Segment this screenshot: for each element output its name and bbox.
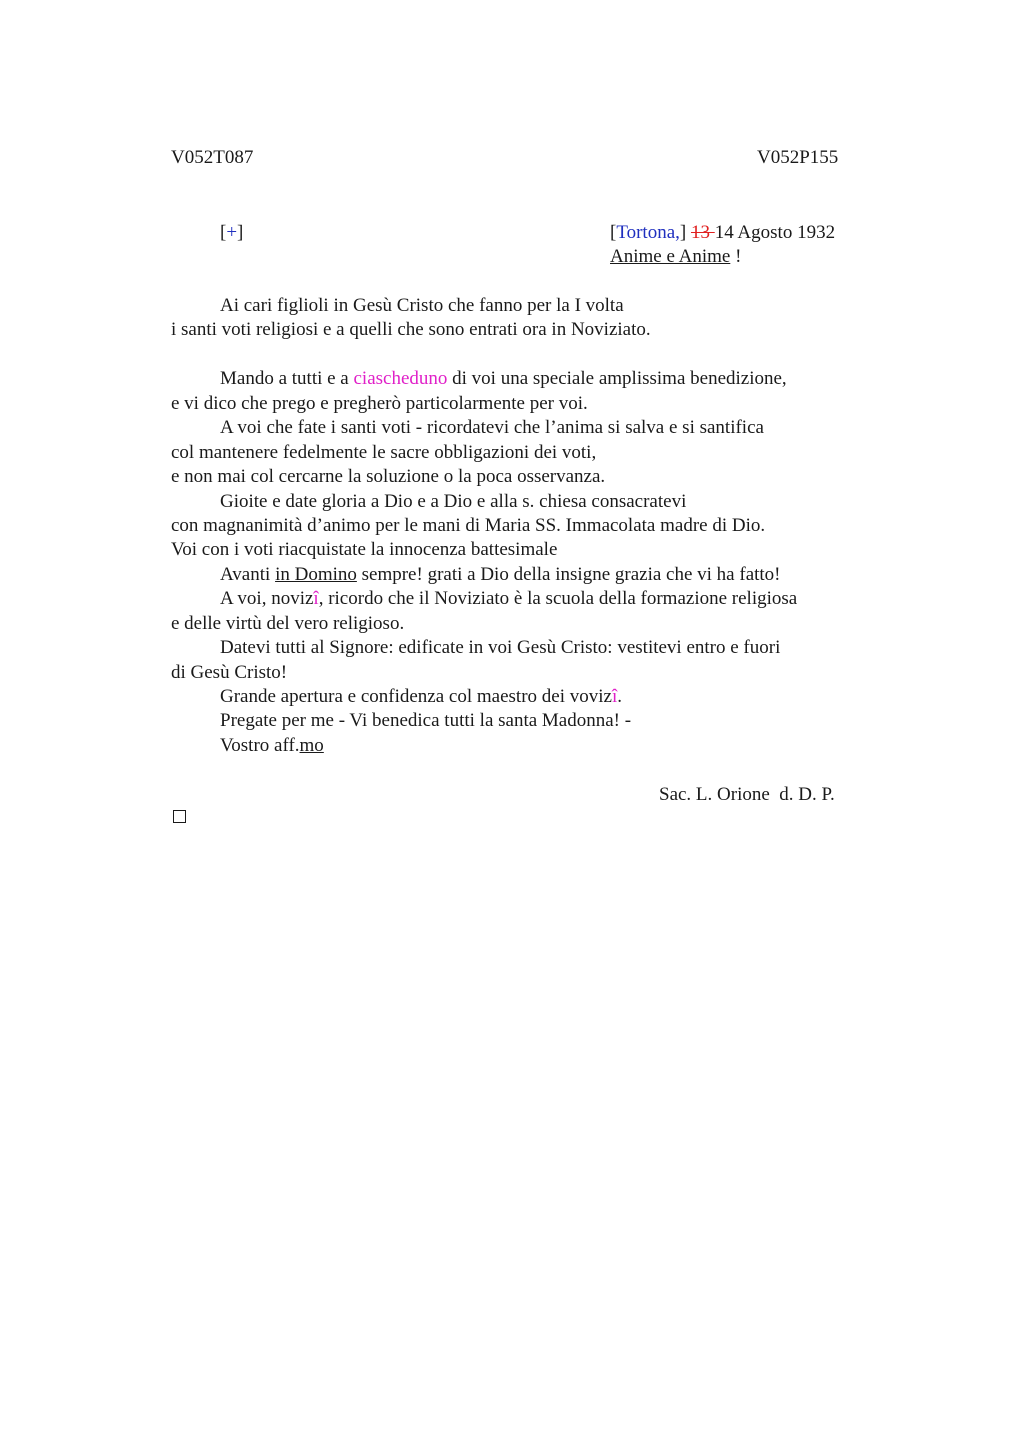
variant-letter: î bbox=[611, 686, 618, 707]
body-line: con magnanimità d’animo per le mani di Maria SS. Immacolata madre di Dio. bbox=[171, 515, 766, 536]
body-line: di Gesù Cristo! bbox=[171, 662, 288, 683]
body-line: Datevi tutti al Signore: edificate in voi Gesù Cristo: vestitevi entro e fuori bbox=[220, 637, 781, 658]
body-line bbox=[220, 587, 797, 611]
text-run: Avanti bbox=[220, 564, 276, 585]
text-run: Vostro aff. bbox=[220, 735, 300, 756]
motto-tail: ! bbox=[730, 246, 742, 267]
body-line: e vi dico che prego e pregherò particolarmente per voi. bbox=[171, 393, 588, 414]
cross-icon: + bbox=[226, 222, 238, 243]
place-date-line bbox=[610, 222, 835, 244]
body-line: A voi che fate i santi voti - ricordatevi che l’anima si salva e si santifica bbox=[220, 417, 764, 438]
checkbox-icon bbox=[173, 810, 186, 823]
body-line bbox=[220, 685, 622, 709]
variant-letter: î bbox=[313, 588, 319, 609]
body-line: col mantenere fedelmente le sacre obbligazioni dei voti, bbox=[171, 442, 597, 463]
text-run: , ricordo che il Noviziato è la scuola della formazione religiosa bbox=[318, 588, 798, 609]
bracket-close: ] bbox=[679, 222, 687, 243]
letter-date: 14 Agosto 1932 bbox=[714, 222, 836, 243]
signature: Sac. L. Orione d. D. P. bbox=[659, 784, 835, 805]
body-line bbox=[220, 563, 781, 587]
text-run: Grande apertura e confidenza col maestro dei voviz bbox=[220, 686, 612, 707]
address-line-2: i santi voti religiosi e a quelli che sono entrati ora in Noviziato. bbox=[171, 319, 651, 340]
text-run: di voi una speciale amplissima benedizione, bbox=[447, 368, 787, 389]
motto: Anime e Anime bbox=[610, 246, 731, 267]
place-name: Tortona, bbox=[616, 222, 680, 243]
page-code-right: V052P155 bbox=[757, 147, 839, 168]
deleted-day: 13 bbox=[690, 222, 715, 243]
bracket-close: ] bbox=[237, 222, 244, 243]
motto-line bbox=[610, 246, 741, 268]
variant-word: ciascheduno bbox=[353, 368, 448, 389]
body-line bbox=[220, 367, 787, 391]
cross-mark bbox=[220, 222, 243, 244]
body-line: e delle virtù del vero religioso. bbox=[171, 613, 405, 634]
text-run: A voi, noviz bbox=[220, 588, 314, 609]
address-line-1: Ai cari figlioli in Gesù Cristo che fanno per la I volta bbox=[220, 295, 624, 316]
body-line: Gioite e date gloria a Dio e a Dio e alla s. chiesa consacratevi bbox=[220, 491, 687, 512]
body-line: Pregate per me - Vi benedica tutti la santa Madonna! - bbox=[220, 710, 632, 731]
document-code-left: V052T087 bbox=[171, 147, 254, 168]
text-run: sempre! grati a Dio della insigne grazia che vi ha fatto! bbox=[356, 564, 781, 585]
body-line: Voi con i voti riacquistate la innocenza battesimale bbox=[171, 539, 558, 560]
text-run: . bbox=[617, 686, 622, 707]
bracket-open: [ bbox=[220, 222, 227, 243]
body-line: e non mai col cercarne la soluzione o la poca osservanza. bbox=[171, 466, 606, 487]
bracket-open: [ bbox=[610, 222, 617, 243]
closing-line bbox=[220, 734, 324, 758]
underlined-phrase: in Domino bbox=[275, 564, 357, 585]
text-run: Mando a tutti e a bbox=[220, 368, 354, 389]
underlined-abbreviation: mo bbox=[299, 735, 324, 756]
